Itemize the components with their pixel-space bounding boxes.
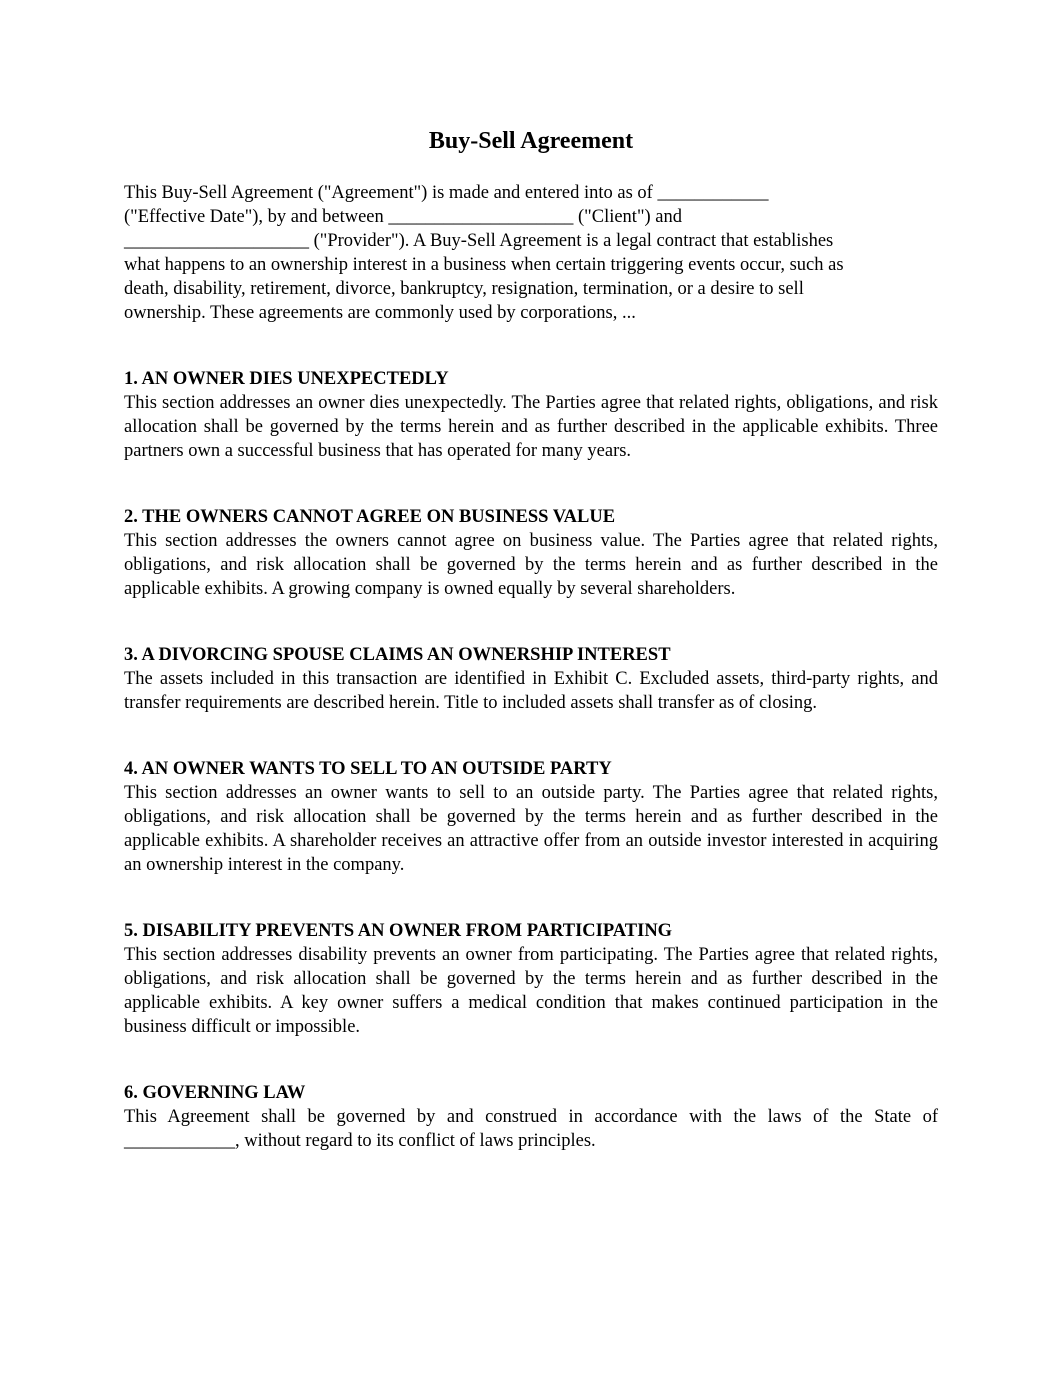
section-3 — [124, 643, 938, 715]
section-body: The assets included in this transaction are identified in Exhibit C. Excluded assets, third-party rights, and transfer requirements are described herein. Title to included assets shall transfer as of closing. — [124, 669, 938, 713]
section-heading: 5. DISABILITY PREVENTS AN OWNER FROM PARTICIPATING — [124, 921, 673, 941]
section-4 — [124, 757, 938, 877]
intro-paragraph — [124, 181, 938, 325]
section-heading: 3. A DIVORCING SPOUSE CLAIMS AN OWNERSHIP INTEREST — [124, 645, 671, 665]
section-body: This section addresses disability prevents an owner from participating. The Parties agree that related rights, obligations, and risk allocation shall be governed by the terms herein and as further described in the applicable exhibits. A key owner suffers a medical condition that makes continued participation in the business difficult or impossible. — [124, 945, 938, 1037]
document-page — [124, 124, 938, 1153]
section-body: This Agreement shall be governed by and construed in accordance with the laws of the State of ____________, without regard to its conflict of laws principles. — [124, 1107, 938, 1151]
section-body: This section addresses an owner wants to sell to an outside party. The Parties agree that related rights, obligations, and risk allocation shall be governed by the terms herein and as further described in the applicable exhibits. A shareholder receives an attractive offer from an outside investor interested in acquiring an ownership interest in the company. — [124, 783, 938, 875]
intro-line: ("Effective Date"), by and between ____________________ ("Client") and — [124, 207, 682, 227]
section-body: This section addresses an owner dies unexpectedly. The Parties agree that related rights, obligations, and risk allocation shall be governed by the terms herein and as further described in the applicable exhibits. Three partners own a successful business that has operated for many years. — [124, 393, 938, 461]
section-5 — [124, 919, 938, 1039]
intro-line: This Buy-Sell Agreement ("Agreement") is made and entered into as of ____________ — [124, 183, 769, 203]
section-1 — [124, 367, 938, 463]
section-6 — [124, 1081, 938, 1153]
intro-line: ownership. These agreements are commonly used by corporations, ... — [124, 303, 636, 323]
document-title: Buy-Sell Agreement — [428, 128, 634, 154]
intro-line: what happens to an ownership interest in a business when certain triggering events occur, such as — [124, 255, 844, 275]
section-body: This section addresses the owners cannot agree on business value. The Parties agree that related rights, obligations, and risk allocation shall be governed by the terms herein and as further described in the applicable exhibits. A growing company is owned equally by several shareholders. — [124, 531, 938, 599]
intro-line: ____________________ ("Provider"). A Buy-Sell Agreement is a legal contract that establishes — [124, 231, 834, 251]
section-2 — [124, 505, 938, 601]
section-heading: 4. AN OWNER WANTS TO SELL TO AN OUTSIDE PARTY — [124, 759, 612, 779]
section-heading: 1. AN OWNER DIES UNEXPECTEDLY — [124, 369, 449, 389]
section-heading: 6. GOVERNING LAW — [124, 1083, 306, 1103]
section-heading: 2. THE OWNERS CANNOT AGREE ON BUSINESS VALUE — [124, 507, 616, 527]
intro-line: death, disability, retirement, divorce, bankruptcy, resignation, termination, or a desire to sell — [124, 279, 804, 299]
